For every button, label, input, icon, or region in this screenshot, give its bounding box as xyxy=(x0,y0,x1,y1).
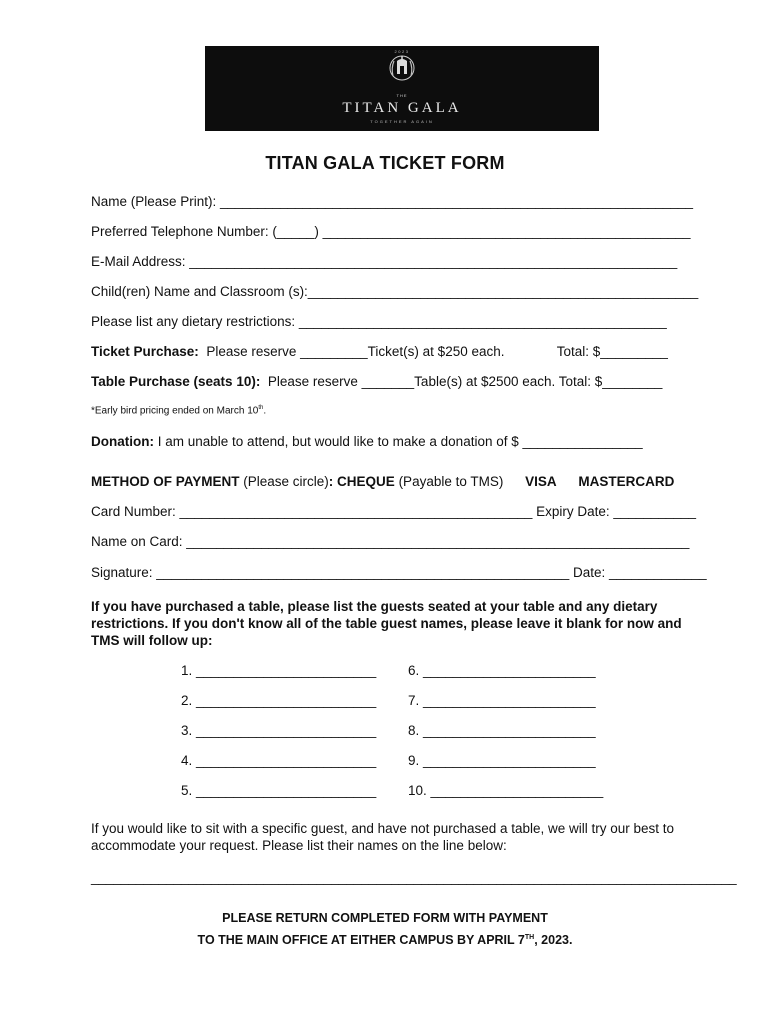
donation-label: Donation: xyxy=(91,434,154,449)
donation-row[interactable] xyxy=(91,434,643,449)
guest-line[interactable]: 9. _______________________ xyxy=(408,753,596,768)
table-purchase-text[interactable]: Please reserve _______Table(s) at $2500 each. Total: $________ xyxy=(260,374,663,389)
return-line-2 xyxy=(0,928,770,950)
ticket-purchase-text[interactable]: Please reserve _________Ticket(s) at $250 each. Total: $_________ xyxy=(198,344,668,359)
guest-line[interactable]: 10. _______________________ xyxy=(408,783,604,798)
card-number-field[interactable]: Card Number: _______________________________________________ Expiry Date: ___________ xyxy=(91,504,697,519)
cheque-option[interactable]: CHEQUE xyxy=(337,474,395,489)
return-line-2-end: , 2023. xyxy=(534,933,573,948)
return-line-2-sup: TH xyxy=(524,934,535,941)
titan-gala-banner xyxy=(205,46,599,131)
payment-colon: : xyxy=(328,474,338,489)
banner-the: THE xyxy=(396,93,408,98)
signature-field[interactable]: Signature: _______________________________________________________ Date: _____________ xyxy=(91,565,707,580)
guest-line[interactable]: 2. ________________________ xyxy=(181,693,377,708)
guest-line[interactable]: 8. _______________________ xyxy=(408,723,596,738)
mastercard-option[interactable]: MASTERCARD xyxy=(578,474,675,489)
payment-method-row xyxy=(91,474,674,489)
payment-method-label: METHOD OF PAYMENT xyxy=(91,474,240,489)
banner-tagline: TOGETHER AGAIN xyxy=(370,119,434,124)
payment-circle-hint: (Please circle) xyxy=(239,474,329,489)
return-line-1: PLEASE RETURN COMPLETED FORM WITH PAYMENT xyxy=(222,911,548,925)
guest-line[interactable]: 1. ________________________ xyxy=(181,663,377,678)
guest-line[interactable]: 6. _______________________ xyxy=(408,663,596,678)
name-field[interactable]: Name (Please Print): _______________________________________________________________ xyxy=(91,194,694,209)
guest-line[interactable]: 3. ________________________ xyxy=(181,723,377,738)
cheque-note: (Payable to TMS) xyxy=(394,474,504,489)
early-bird-sup: th xyxy=(258,405,264,411)
visa-option[interactable]: VISA xyxy=(525,474,557,489)
guest-line[interactable]: 5. ________________________ xyxy=(181,783,377,798)
specific-guest-paragraph: If you would like to sit with a specific guest, and have not purchased a table, we will try our best to accommodate your request. Please list their names on the line below: xyxy=(91,821,675,853)
children-field[interactable]: Child(ren) Name and Classroom (s):____________________________________________________ xyxy=(91,284,699,299)
phone-field[interactable]: Preferred Telephone Number: (_____) _________________________________________________ xyxy=(91,224,691,239)
banner-name: TITAN GALA xyxy=(342,100,462,116)
guest-line[interactable]: 7. _______________________ xyxy=(408,693,596,708)
specific-guest-names-line[interactable]: ______________________________________________________________________________________ xyxy=(91,870,737,885)
banner-year: 2023 xyxy=(394,49,410,54)
guest-line[interactable]: 4. ________________________ xyxy=(181,753,377,768)
return-line-2-text: TO THE MAIN OFFICE AT EITHER CAMPUS BY APRIL 7 xyxy=(197,933,525,948)
table-purchase-row[interactable] xyxy=(91,374,662,389)
early-bird-text: *Early bird pricing ended on March 10 xyxy=(91,405,259,417)
ticket-purchase-row[interactable] xyxy=(91,344,668,359)
name-on-card-field[interactable]: Name on Card: ___________________________________________________________________ xyxy=(91,534,690,549)
form-title: TITAN GALA TICKET FORM xyxy=(265,153,505,173)
spartan-helmet-laurel-icon xyxy=(387,52,417,86)
donation-text[interactable]: I am unable to attend, but would like to make a donation of $ ________________ xyxy=(154,434,643,449)
table-purchase-label: Table Purchase (seats 10): xyxy=(91,374,261,389)
return-instructions xyxy=(0,909,770,950)
dietary-field[interactable]: Please list any dietary restrictions: _________________________________________________ xyxy=(91,314,667,329)
early-bird-end: . xyxy=(263,405,267,417)
email-field[interactable]: E-Mail Address: _________________________________________________________________ xyxy=(91,254,678,269)
table-guest-instructions: If you have purchased a table, please list the guests seated at your table and any dietary restrictions. If you don't know all of the table guest names, please leave it blank for now and TMS will follow up: xyxy=(91,599,682,648)
ticket-purchase-label: Ticket Purchase: xyxy=(91,344,199,359)
early-bird-note xyxy=(91,405,266,416)
